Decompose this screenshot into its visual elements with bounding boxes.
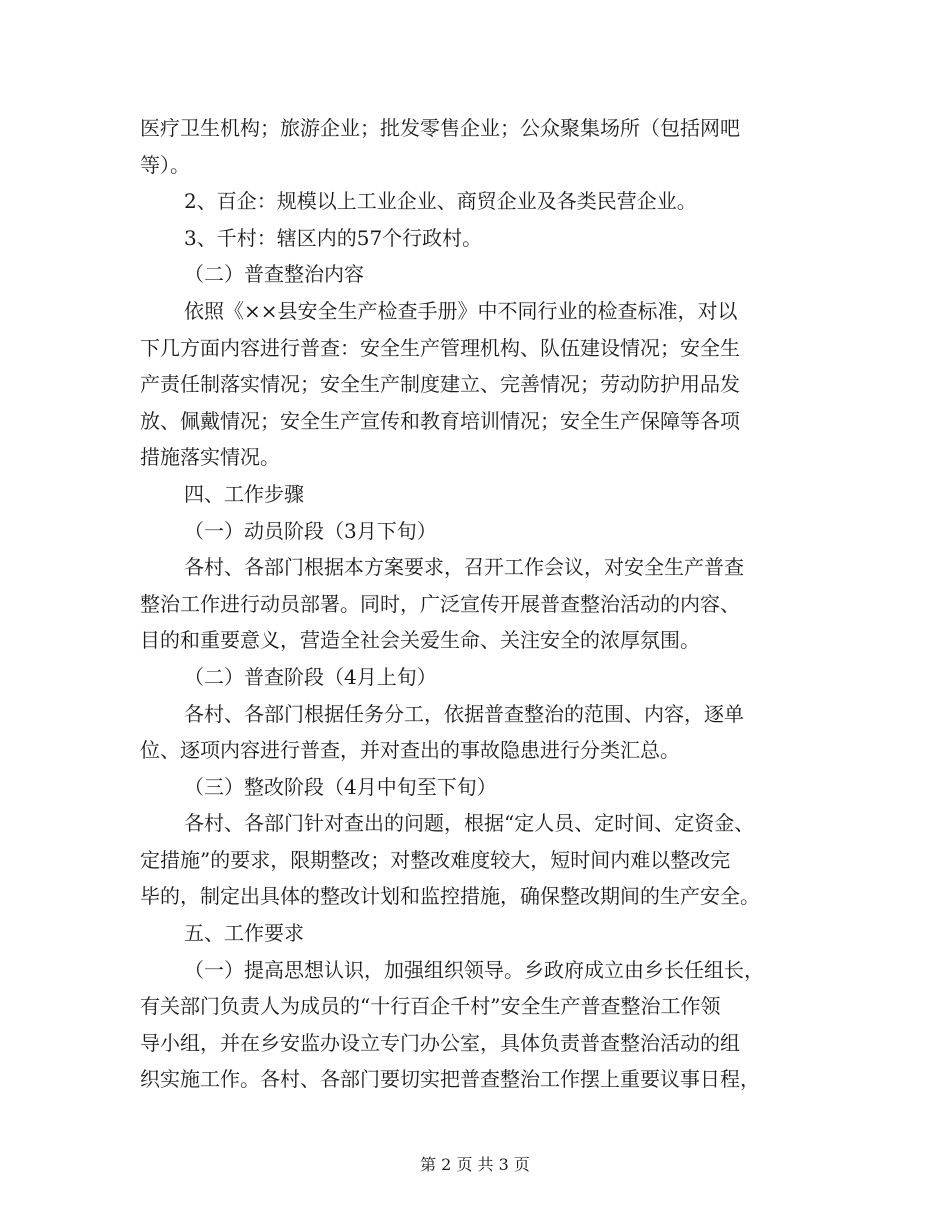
text-line: 有关部门负责人为成员的“十行百企千村”安全生产普查整治工作领 [140,994,721,1019]
section-heading: 四、工作步骤 [184,481,304,506]
text-line: 各村、各部门根据任务分工，依据普查整治的范围、内容，逐单 [184,701,744,726]
section-heading: （二）普查阶段（4月上旬） [184,664,437,689]
text-line: 放、佩戴情况；安全生产宣传和教育培训情况；安全生产保障等各项 [140,408,740,433]
list-item: 3、千村：辖区内的57个行政村。 [184,225,483,250]
text-line: 整治工作进行动员部署。同时，广泛宣传开展普查整治活动的内容、 [140,591,740,616]
section-heading: （一）动员阶段（3月下旬） [184,518,437,543]
list-item: 2、百企：规模以上工业企业、商贸企业及各类民营企业。 [184,189,697,214]
text-line: 措施落实情况。 [140,445,280,470]
text-line: 依照《××县安全生产检查手册》中不同行业的检查标准，对以 [184,298,738,323]
text-line: 各村、各部门根据本方案要求，召开工作会议，对安全生产普查 [184,555,744,580]
text-line: 目的和重要意义，营造全社会关爱生命、关注安全的浓厚氛围。 [140,628,700,653]
text-line: 等）。 [140,152,190,177]
text-line: 导小组，并在乡安监办设立专门办公室，具体负责普查整治活动的组 [140,1030,740,1055]
text-line: 医疗卫生机构；旅游企业；批发零售企业；公众聚集场所（包括网吧 [140,116,740,140]
section-heading: 五、工作要求 [184,921,304,946]
section-heading: （三）整改阶段（4月中旬至下旬） [184,774,497,799]
document-body [140,110,820,1098]
text-line: 下几方面内容进行普查：安全生产管理机构、队伍建设情况；安全生 [140,335,740,360]
text-line: 产责任制落实情况；安全生产制度建立、完善情况；劳动防护用品发 [140,372,740,397]
text-line: 织实施工作。各村、各部门要切实把普查整治工作摆上重要议事日程， [140,1067,760,1092]
text-line: 各村、各部门针对查出的问题，根据“定人员、定时间、定资金、 [184,811,755,836]
page-number: 第 2 页 共 3 页 [420,1155,530,1174]
text-line: （一）提高思想认识，加强组织领导。乡政府成立由乡长任组长， [184,957,764,982]
text-line: 定措施”的要求，限期整改；对整改难度较大，短时间内难以整改完 [140,847,731,872]
section-heading: （二）普查整治内容 [184,262,364,287]
text-line: 位、逐项内容进行普查，并对查出的事故隐患进行分类汇总。 [140,738,680,763]
text-line: 毕的，制定出具体的整改计划和监控措施，确保整改期间的生产安全。 [140,884,760,909]
